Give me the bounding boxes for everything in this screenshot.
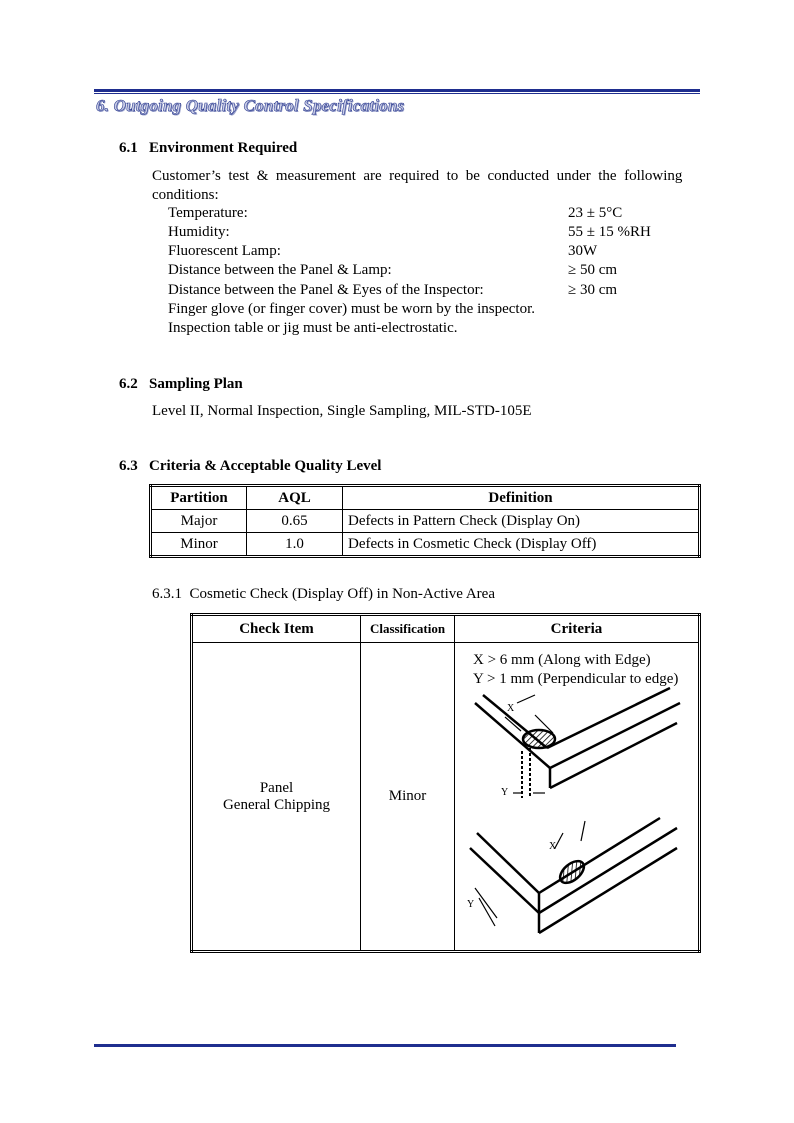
section-6-1-heading: 6.1 Environment Required (119, 140, 298, 156)
env-intro-line2: conditions: (152, 187, 219, 203)
env-label: Distance between the Panel & Eyes of the Inspector: (168, 282, 484, 298)
env-row (168, 224, 708, 243)
dim-label-x: X (549, 841, 557, 852)
section-6-3-1-heading: 6.3.1 Cosmetic Check (Display Off) in Non-Active Area (152, 586, 495, 602)
criteria-cell (455, 643, 700, 952)
env-row (168, 243, 708, 262)
env-value: ≥ 50 cm (568, 262, 618, 278)
check-item-cell (192, 643, 361, 952)
diagram-bottom (470, 818, 677, 933)
env-value: 55 ± 15 %RH (568, 224, 651, 240)
criteria-y: Y > 1 mm (Perpendicular to edge) (473, 671, 679, 687)
check-item-line1: Panel (259, 779, 294, 796)
env-note-glove: Finger glove (or finger cover) must be worn by the inspector. (168, 301, 535, 317)
column-header: Criteria (455, 615, 700, 643)
diagram-top (475, 688, 680, 788)
header-rule (94, 89, 700, 92)
env-row (168, 205, 708, 224)
page-title: 6. Outgoing Quality Control Specifications (96, 96, 405, 115)
env-intro-line1: Customer’s test & measurement are required to be conducted under the following (152, 168, 683, 184)
dim-label-x: X (507, 703, 515, 714)
env-row (168, 282, 708, 301)
table-cell: Defects in Cosmetic Check (Display Off) (343, 533, 700, 557)
chipping-diagram (455, 643, 699, 948)
header-rule-thin (94, 93, 700, 94)
column-header: Partition (151, 486, 247, 510)
table-cell: Major (151, 510, 247, 533)
env-row (168, 262, 708, 281)
footer-rule (94, 1044, 676, 1047)
column-header: Definition (343, 486, 700, 510)
cosmetic-check-table (190, 613, 701, 953)
table-row (192, 643, 700, 952)
column-header: Check Item (192, 615, 361, 643)
check-item-line2: General Chipping (222, 796, 331, 813)
env-label: Humidity: (168, 224, 230, 240)
env-label: Fluorescent Lamp: (168, 243, 281, 259)
env-label: Temperature: (168, 205, 248, 221)
env-label: Distance between the Panel & Lamp: (168, 262, 392, 278)
criteria-x: X > 6 mm (Along with Edge) (473, 652, 651, 668)
table-row (151, 533, 700, 557)
table-cell: Defects in Pattern Check (Display On) (343, 510, 700, 533)
table-cell: Minor (151, 533, 247, 557)
classification-cell: Minor (361, 643, 455, 952)
table-header-row (151, 486, 700, 510)
section-6-3-heading: 6.3 Criteria & Acceptable Quality Level (119, 458, 382, 474)
column-header: AQL (247, 486, 343, 510)
env-value: ≥ 30 cm (568, 282, 618, 298)
env-note-antistatic: Inspection table or jig must be anti-electrostatic. (168, 320, 458, 336)
dim-label-y: Y (467, 899, 475, 910)
section-6-2-heading: 6.2 Sampling Plan (119, 376, 243, 392)
table-header-row (192, 615, 700, 643)
column-header: Classification (361, 615, 455, 643)
sampling-plan-text: Level II, Normal Inspection, Single Sampling, MIL-STD-105E (152, 403, 532, 419)
dim-label-y: Y (501, 787, 509, 798)
table-row (151, 510, 700, 533)
table-cell: 0.65 (247, 510, 343, 533)
table-cell: 1.0 (247, 533, 343, 557)
env-value: 23 ± 5°C (568, 205, 623, 221)
aql-table (149, 484, 701, 558)
env-value: 30W (568, 243, 598, 259)
